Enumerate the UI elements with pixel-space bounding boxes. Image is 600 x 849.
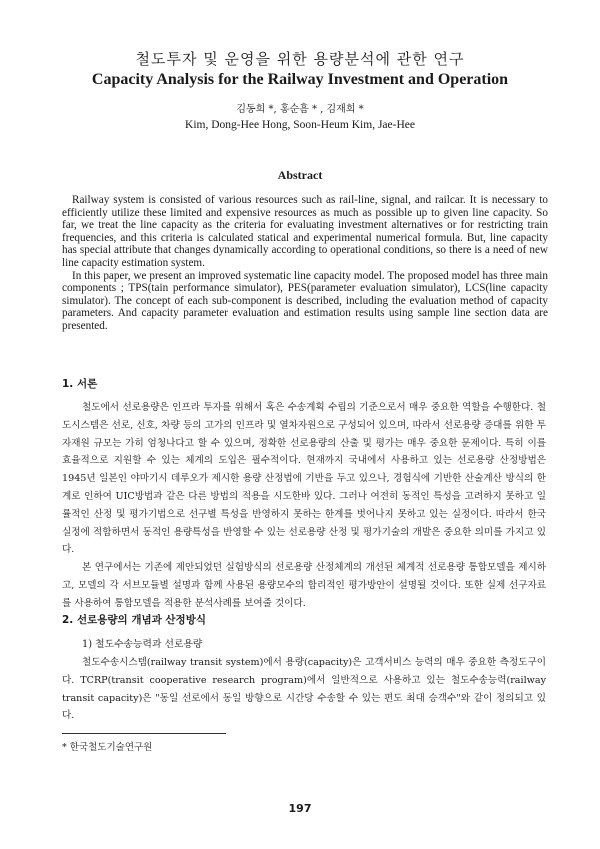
body-paragraph: 철도에서 선로용량은 인프라 투자를 위해서 혹은 수송계획 수립의 기준으로서 매우 중요한 역할을 수행한다. 철도시스템은 선로, 신호, 차량 등의 고가의 인프라 및 열차자원으로 구성되어 있으며, 따라서 선로용량 증대를 위한 투자재원 규모는 가히 엄청나다고 할 수 있으며, 정확한 선로용량의 산출 및 평가는 매우 중요한 문제이다. 특히 이를 효율적으로 지원할 수 있는 체계의 도입은 필수적이다. 현재까지 국내에서 사용하고 있는 선로용량 산정방법은 1945년 일본인 야마기시 데루오가 제시한 용량 산정법에 기반을 두고 있으나, 경험식에 기반한 산술계산 방식의 한계로 인하여 UIC방법과 같은 다른 방법의 적용을 시도한바 있다. 그러나 여전히 동적인 특성을 고려하지 못하고 일률적인 산정 및 평가기법으로 선구별 특성을 반영하지 못하는 한계를 벗어나지 못하고 있는 실정이다. 따라서 한국 실정에 적합하면서 동적인 용량특성을 반영할 수 있는 선로용량 산정 및 평가기술의 개발은 중요한 의미를 가지고 있다. [62, 402, 546, 556]
page-number: 197 [288, 802, 312, 815]
authors-english: Kim, Dong-Hee Hong, Soon-Heum Kim, Jae-Hee [185, 119, 415, 131]
abstract-paragraph: Railway system is consisted of various resources such as rail-line, signal, and railcar. It is necessary to efficiently utilize these limited and expensive resources as much as possible up to given line capacity. So far, we treat the line capacity as the criteria for evaluating investment alternatives or for restricting train frequencies, and this criteria is calculated statical and experimental numerical formula. But, line capacity has special attribute that changes dynamically according to operational conditions, so there is a need of new line capacity estimation system. [62, 194, 548, 269]
section-heading: 2. 선로용량의 개념과 산정방식 [62, 614, 206, 626]
section-heading: 1. 서론 [62, 378, 98, 390]
title-korean: 철도투자 및 운영을 위한 용량분석에 관한 연구 [135, 50, 465, 68]
section-body [62, 654, 546, 725]
authors-korean: 김동희 *, 홍순흠 * , 김재희 * [236, 104, 364, 115]
title-english: Capacity Analysis for the Railway Investment and Operation [91, 71, 509, 88]
section-body [62, 399, 546, 613]
abstract-paragraph: In this paper, we present an improved systematic line capacity model. The proposed model has three main components ; TPS(tain performance simulator), PES(parameter evaluation simulator), LCS(line capacity simulator). The concept of each sub-component is described, including the evaluation method of capacity parameters. And capacity parameter evaluation and estimation results using sample line section data are presented. [62, 269, 548, 332]
subsection-heading: 1) 철도수송능력과 선로용량 [82, 639, 203, 650]
footnote: * 한국철도기술연구원 [62, 742, 153, 753]
body-paragraph: 본 연구에서는 기존에 제안되었던 실험방식의 선로용량 산정체계의 개선된 체계적 선로용량 통합모델을 제시하고, 모델의 각 서브모듈별 설명과 함께 사용된 용량모수의 합리적인 평가방안이 설명될 것이다. 또한 실제 선구자료를 사용하여 통합모델을 적용한 분석사례를 보여줄 것이다. [62, 562, 546, 609]
body-paragraph: 철도수송시스템(railway transit system)에서 용량(capacity)은 고객서비스 능력의 매우 중요한 측정도구이다. TCRP(transit cooperative research program)에서 일반적으로 사용하고 있는 철도수송능력(railway transit capacity)은 "동일 선로에서 동일 방향으로 시간당 수송할 수 있는 편도 최대 승객수"와 같이 정의되고 있다. [62, 657, 546, 722]
abstract-heading: Abstract [277, 168, 323, 182]
abstract-body [62, 194, 548, 333]
footnote-divider [62, 733, 226, 734]
